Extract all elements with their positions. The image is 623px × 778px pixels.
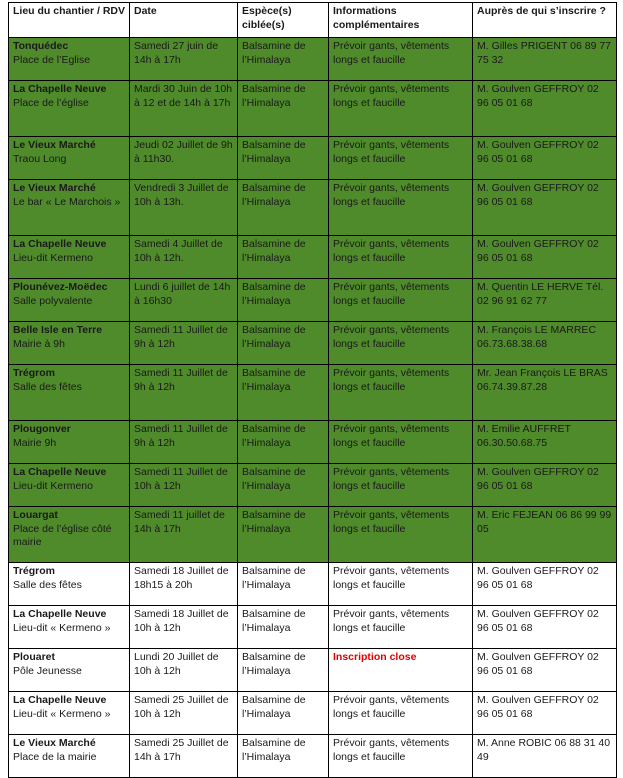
place-name: Le Vieux Marché xyxy=(13,139,96,151)
cell-date: Samedi 4 Juillet de 10h à 12h. xyxy=(130,236,238,279)
table-row xyxy=(9,322,617,365)
cell-infos: Prévoir gants, vêtements longs et faucille xyxy=(329,38,473,81)
table-row xyxy=(9,180,617,236)
cell-infos: Prévoir gants, vêtements longs et faucille xyxy=(329,322,473,365)
rdv-location: Pôle Jeunesse xyxy=(13,664,82,677)
cell-lieu xyxy=(9,81,130,137)
cell-lieu xyxy=(9,365,130,421)
cell-espece: Balsamine de l’Himalaya xyxy=(238,81,329,137)
cell-infos: Inscription close xyxy=(329,649,473,692)
cell-lieu xyxy=(9,507,130,563)
cell-contact: M. Goulven GEFFROY 02 96 05 01 68 xyxy=(473,649,617,692)
place-name: Le Vieux Marché xyxy=(13,182,96,194)
place-name: Trégrom xyxy=(13,367,56,379)
place-name: La Chapelle Neuve xyxy=(13,83,107,95)
cell-espece: Balsamine de l’Himalaya xyxy=(238,137,329,180)
place-name: Le Vieux Marché xyxy=(13,737,96,749)
place-name: La Chapelle Neuve xyxy=(13,608,107,620)
cell-infos: Prévoir gants, vêtements longs et faucille xyxy=(329,563,473,606)
header-date: Date xyxy=(130,3,238,38)
cell-contact: M. Emilie AUFFRET 06.30.50.68.75 xyxy=(473,421,617,464)
rdv-location: Place de la mairie xyxy=(13,750,97,763)
rdv-location: Salle polyvalente xyxy=(13,294,93,307)
cell-infos: Prévoir gants, vêtements longs et faucille xyxy=(329,137,473,180)
cell-infos: Prévoir gants, vêtements longs et faucille xyxy=(329,507,473,563)
rdv-location: Traou Long xyxy=(13,152,67,165)
rdv-location: Lieu-dit Kermeno xyxy=(13,251,93,264)
cell-espece: Balsamine de l’Himalaya xyxy=(238,180,329,236)
chantiers-table xyxy=(8,2,617,778)
cell-contact: M. Goulven GEFFROY 02 96 05 01 68 xyxy=(473,563,617,606)
cell-espece: Balsamine de l’Himalaya xyxy=(238,735,329,778)
cell-contact: Mr. Jean François LE BRAS 06.74.39.87.28 xyxy=(473,365,617,421)
rdv-location: Place de l’église côté mairie xyxy=(13,522,112,548)
cell-date: Samedi 18 Juillet de 10h à 12h xyxy=(130,606,238,649)
cell-date: Samedi 25 Juillet de 14h à 17h xyxy=(130,735,238,778)
cell-espece: Balsamine de l’Himalaya xyxy=(238,464,329,507)
cell-date: Samedi 11 Juillet de 9h à 12h xyxy=(130,421,238,464)
cell-infos: Prévoir gants, vêtements longs et faucille xyxy=(329,180,473,236)
cell-infos: Prévoir gants, vêtements longs et faucille xyxy=(329,81,473,137)
table-row xyxy=(9,649,617,692)
cell-lieu xyxy=(9,649,130,692)
cell-lieu xyxy=(9,279,130,322)
cell-contact: M. Goulven GEFFROY 02 96 05 01 68 xyxy=(473,692,617,735)
table-row xyxy=(9,236,617,279)
cell-espece: Balsamine de l’Himalaya xyxy=(238,606,329,649)
cell-contact: M. Goulven GEFFROY 02 96 05 01 68 xyxy=(473,137,617,180)
cell-contact: M. Goulven GEFFROY 02 96 05 01 68 xyxy=(473,81,617,137)
cell-contact: M. François LE MARREC 06.73.68.38.68 xyxy=(473,322,617,365)
rdv-location: Mairie 9h xyxy=(13,436,57,449)
cell-lieu xyxy=(9,322,130,365)
cell-espece: Balsamine de l’Himalaya xyxy=(238,38,329,81)
cell-contact: M. Gilles PRIGENT 06 89 77 75 32 xyxy=(473,38,617,81)
cell-contact: M. Eric FEJEAN 06 86 99 99 05 xyxy=(473,507,617,563)
rdv-location: Salle des fêtes xyxy=(13,380,82,393)
cell-date: Lundi 20 Juillet de 10h à 12h xyxy=(130,649,238,692)
place-name: Plounévez-Moëdec xyxy=(13,281,108,293)
cell-date: Samedi 25 Juillet de 10h à 12h xyxy=(130,692,238,735)
rdv-location: Lieu-dit « Kermeno » xyxy=(13,707,111,720)
rdv-location: Place de l’Eglise xyxy=(13,53,91,66)
table-row xyxy=(9,692,617,735)
cell-infos: Prévoir gants, vêtements longs et faucille xyxy=(329,606,473,649)
cell-infos: Prévoir gants, vêtements longs et faucille xyxy=(329,464,473,507)
cell-date: Lundi 6 juillet de 14h à 16h30 xyxy=(130,279,238,322)
cell-espece: Balsamine de l’Himalaya xyxy=(238,649,329,692)
cell-lieu xyxy=(9,692,130,735)
header-inscrire: Auprès de qui s’inscrire ? xyxy=(473,3,617,38)
table-row xyxy=(9,606,617,649)
cell-contact: M. Goulven GEFFROY 02 96 05 01 68 xyxy=(473,464,617,507)
place-name: La Chapelle Neuve xyxy=(13,238,107,250)
header-espece: Espèce(s) ciblée(s) xyxy=(238,3,329,38)
place-name: Louargat xyxy=(13,509,58,521)
cell-espece: Balsamine de l’Himalaya xyxy=(238,507,329,563)
cell-lieu xyxy=(9,236,130,279)
table-row xyxy=(9,421,617,464)
table-row xyxy=(9,279,617,322)
place-name: Belle Isle en Terre xyxy=(13,324,103,336)
cell-infos: Prévoir gants, vêtements longs et faucille xyxy=(329,421,473,464)
cell-date: Samedi 18 Juillet de 18h15 à 20h xyxy=(130,563,238,606)
table-row xyxy=(9,137,617,180)
cell-date: Samedi 11 Juillet de 10h à 12h xyxy=(130,464,238,507)
header-lieu: Lieu du chantier / RDV xyxy=(9,3,130,38)
cell-date: Samedi 27 juin de 14h à 17h xyxy=(130,38,238,81)
cell-infos: Prévoir gants, vêtements longs et faucille xyxy=(329,735,473,778)
cell-date: Mardi 30 Juin de 10h à 12 et de 14h à 17h xyxy=(130,81,238,137)
cell-infos: Prévoir gants, vêtements longs et faucille xyxy=(329,692,473,735)
cell-date: Samedi 11 juillet de 14h à 17h xyxy=(130,507,238,563)
cell-espece: Balsamine de l’Himalaya xyxy=(238,563,329,606)
rdv-location: Lieu-dit Kermeno xyxy=(13,479,93,492)
place-name: La Chapelle Neuve xyxy=(13,694,107,706)
cell-espece: Balsamine de l’Himalaya xyxy=(238,236,329,279)
table-row xyxy=(9,38,617,81)
cell-lieu xyxy=(9,137,130,180)
cell-date: Samedi 11 Juillet de 9h à 12h xyxy=(130,365,238,421)
cell-lieu xyxy=(9,563,130,606)
cell-contact: M. Anne ROBIC 06 88 31 40 49 xyxy=(473,735,617,778)
cell-lieu xyxy=(9,38,130,81)
cell-infos: Prévoir gants, vêtements longs et faucille xyxy=(329,279,473,322)
place-name: Trégrom xyxy=(13,565,56,577)
table-row xyxy=(9,507,617,563)
table-row xyxy=(9,81,617,137)
cell-contact: M. Quentin LE HERVE Tél. 02 96 91 62 77 xyxy=(473,279,617,322)
header-infos: Informations complémentaires xyxy=(329,3,473,38)
cell-infos: Prévoir gants, vêtements longs et faucille xyxy=(329,365,473,421)
cell-contact: M. Goulven GEFFROY 02 96 05 01 68 xyxy=(473,236,617,279)
table-row xyxy=(9,563,617,606)
table-header-row xyxy=(9,3,617,38)
cell-date: Vendredi 3 Juillet de 10h à 13h. xyxy=(130,180,238,236)
cell-espece: Balsamine de l’Himalaya xyxy=(238,322,329,365)
rdv-location: Le bar « Le Marchois » xyxy=(13,195,121,208)
table-row xyxy=(9,735,617,778)
table-body xyxy=(9,38,617,778)
cell-lieu xyxy=(9,464,130,507)
cell-lieu xyxy=(9,421,130,464)
cell-lieu xyxy=(9,735,130,778)
rdv-location: Place de l’église xyxy=(13,96,89,109)
cell-espece: Balsamine de l’Himalaya xyxy=(238,279,329,322)
cell-date: Samedi 11 Juillet de 9h à 12h xyxy=(130,322,238,365)
cell-lieu xyxy=(9,180,130,236)
cell-infos: Prévoir gants, vêtements longs et faucille xyxy=(329,236,473,279)
rdv-location: Lieu-dit « Kermeno » xyxy=(13,621,111,634)
place-name: Plougonver xyxy=(13,423,71,435)
cell-espece: Balsamine de l’Himalaya xyxy=(238,421,329,464)
place-name: La Chapelle Neuve xyxy=(13,466,107,478)
rdv-location: Mairie à 9h xyxy=(13,337,65,350)
rdv-location: Salle des fêtes xyxy=(13,578,82,591)
cell-contact: M. Goulven GEFFROY 02 96 05 01 68 xyxy=(473,180,617,236)
cell-date: Jeudi 02 Juillet de 9h à 11h30. xyxy=(130,137,238,180)
place-name: Tonquédec xyxy=(13,40,69,52)
table-row xyxy=(9,464,617,507)
place-name: Plouaret xyxy=(13,651,56,663)
cell-espece: Balsamine de l’Himalaya xyxy=(238,365,329,421)
table-row xyxy=(9,365,617,421)
cell-espece: Balsamine de l’Himalaya xyxy=(238,692,329,735)
cell-contact: M. Goulven GEFFROY 02 96 05 01 68 xyxy=(473,606,617,649)
cell-lieu xyxy=(9,606,130,649)
